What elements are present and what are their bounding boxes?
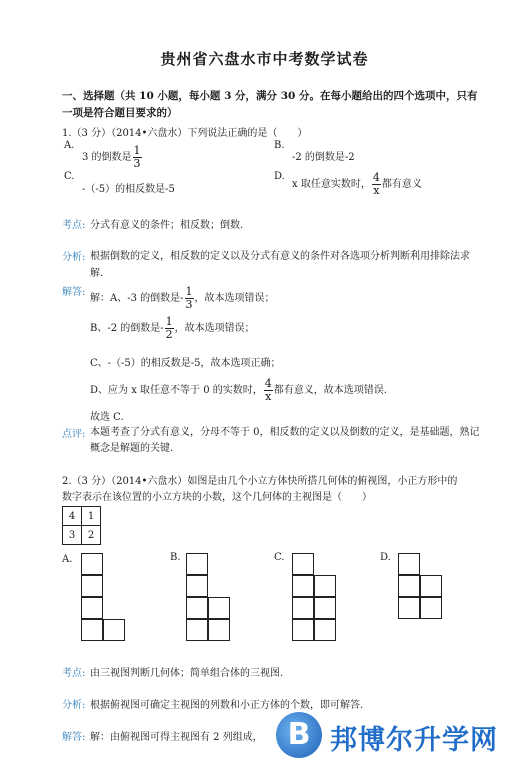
q1-option-b-text: -2 的倒数是-2 [292, 152, 355, 163]
jieda-label: 解答: [62, 287, 86, 298]
cube-square [81, 553, 103, 575]
solution-line-b: B、-2 的倒数是- $\frac{1}{2}$ ，故本选项错误； [90, 315, 255, 341]
kaodian-label: 考点: [62, 220, 86, 231]
jieda-text-2: 解：由俯视图可得主视图有 2 列组成， [90, 732, 263, 743]
cube-square [81, 597, 103, 619]
q2-option-b-label: B. [170, 552, 181, 563]
cube-square [292, 619, 314, 641]
cube-square [103, 619, 125, 641]
cube-square [81, 619, 103, 641]
cube-square [186, 553, 208, 575]
fraction: $\frac{4}{x}$ [264, 377, 272, 403]
kaodian-text-2: 由三视图判断几何体；简单组合体的三视图. [90, 668, 284, 679]
page-title: 贵州省六盘水市中考数学试卷 [160, 50, 369, 68]
q2-stem-line2: 数字表示在该位置的小立方块的小数，这个几何体的主视图是（ ） [62, 492, 372, 503]
site-logo-icon: B [276, 712, 322, 758]
cube-square [81, 575, 103, 597]
cube-square [398, 597, 420, 619]
solution-line-d: D、应为 x 取任意不等于 0 的实数时， $\frac{4}{x}$ 都有意义，故本选项错误. [90, 377, 387, 403]
fraction: $\frac{1}{2}$ [165, 315, 173, 341]
dianping-label: 点评: [62, 429, 86, 440]
q2-option-a-label: A. [62, 554, 73, 565]
q1-stem: 1.（3 分）（2014•六盘水）下列说法正确的是（ ） [62, 128, 308, 139]
grid-cell: 2 [81, 525, 101, 545]
cube-square [314, 575, 336, 597]
site-watermark-text: 邦博尔升学网 [330, 725, 498, 756]
q1-option-d-label: D. [274, 171, 285, 182]
fenxi-text: 根据倒数的定义，相反数的定义以及分式有意义的条件对各选项分析判断利用排除法求解. [90, 251, 470, 279]
front-view-option-c [292, 553, 338, 643]
grid-cell: 1 [81, 506, 101, 526]
q2-option-d-label: D. [380, 552, 391, 563]
cube-square [398, 575, 420, 597]
fenxi-text-2: 根据俯视图可确定主视图的列数和小正方体的个数，即可解答. [90, 700, 364, 711]
cube-square [292, 553, 314, 575]
cube-square [292, 597, 314, 619]
cube-square [314, 619, 336, 641]
q1-option-a [82, 145, 143, 170]
q2-option-c-label: C. [274, 552, 285, 563]
cube-square [186, 597, 208, 619]
dianping-text: 本题考查了分式有意义，分母不等于 0，相反数的定义以及倒数的定义，是基础题，熟记概念是解题的关键. [90, 427, 480, 454]
q1-option-c-label: C. [64, 171, 75, 182]
jieda-label-2: 解答: [62, 732, 86, 743]
q2-stem-line1: 2.（3 分）（2014•六盘水）如图是由几个小立方体快所搭几何体的俯视图，小正方形中的 [62, 476, 458, 487]
kaodian-label-2: 考点: [62, 668, 86, 679]
cube-square [314, 597, 336, 619]
grid-cell: 3 [62, 525, 82, 545]
fenxi-label: 分析: [62, 252, 86, 263]
cube-square [292, 575, 314, 597]
cube-square [208, 597, 230, 619]
top-view-grid [62, 506, 102, 546]
fenxi-label-2: 分析: [62, 700, 86, 711]
q1-option-b-label: B. [274, 140, 285, 151]
cube-square [398, 553, 420, 575]
answer-line: 故选 C. [90, 412, 124, 423]
solution-line-c: C、-（-5）的相反数是-5，故本选项正确； [90, 358, 281, 369]
q1-option-a-text: 3 的倒数是 [82, 152, 132, 163]
q1-option-d-text: x 取任意实数时， [292, 179, 371, 190]
solution-line-a: 解：A、-3 的倒数是- $\frac{1}{3}$ ，故本选项错误； [90, 285, 275, 311]
q1-option-d: x 取任意实数时， $\frac{4}{x}$ 都有意义 [292, 171, 422, 197]
q1-option-a-label: A. [64, 140, 75, 151]
kaodian-text: 分式有意义的条件；相反数；倒数. [90, 220, 244, 231]
q1-option-c-text: -（-5）的相反数是-5 [82, 184, 175, 195]
fraction: $\frac{1}{3}$ [185, 285, 193, 311]
cube-square [420, 575, 442, 597]
front-view-option-b [186, 553, 232, 643]
cube-square [186, 575, 208, 597]
site-watermark [276, 708, 526, 766]
front-view-option-a [81, 553, 127, 643]
cube-square [208, 619, 230, 641]
fraction: $\frac{4}{x}$ [372, 171, 380, 197]
section-heading: 一、选择题（共 10 小题，每小题 3 分，满分 30 分。在每小题给出的四个选项中，只有一项是符合题目要求的） [62, 90, 478, 119]
grid-cell: 4 [62, 506, 82, 526]
cube-square [420, 597, 442, 619]
front-view-option-d [398, 553, 444, 623]
cube-square [186, 619, 208, 641]
fraction: $\frac{1}{3}$ [133, 144, 141, 170]
